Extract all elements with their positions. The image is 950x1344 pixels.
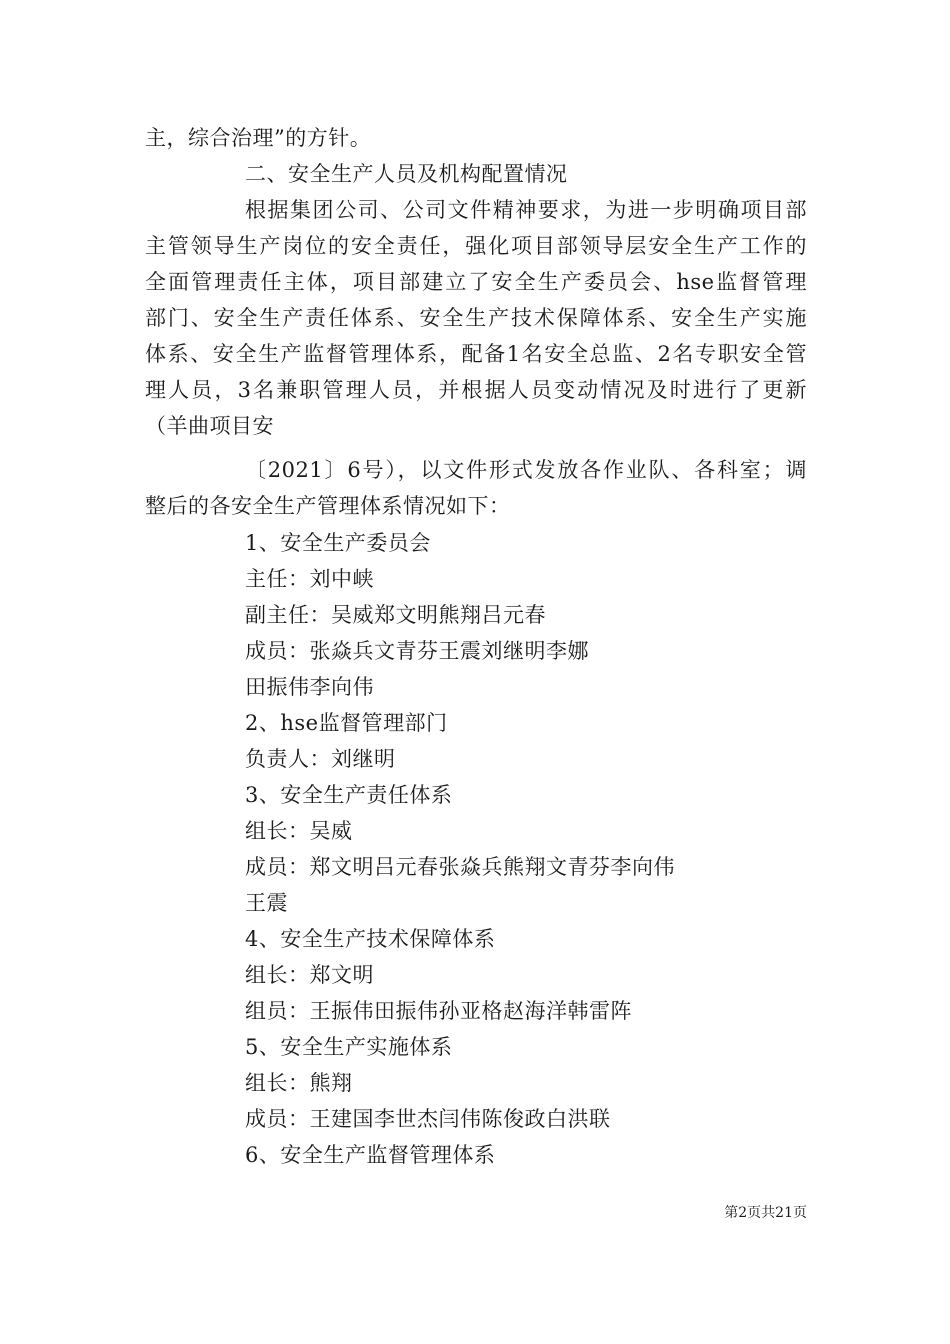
list-item: 成员：王建国李世杰闫伟陈俊政白洪联 [245,1107,611,1131]
list-heading: 5、安全生产实施体系 [245,1035,453,1059]
paragraph-line: （羊曲项目安 [145,414,274,438]
list-item: 成员：郑文明吕元春张焱兵熊翔文青芬李向伟 [245,855,675,879]
list-item: 负责人：刘继明 [245,747,396,771]
paragraph-line: 根据集团公司、公司文件精神要求，为进一步明确项目部 [245,198,807,222]
list-heading: 2、hse监督管理部门 [245,711,448,735]
paragraph-line: 理人员，3名兼职管理人员，并根据人员变动情况及时进行了更新 [145,378,807,402]
list-item: 组员：王振伟田振伟孙亚格赵海洋韩雷阵 [245,999,632,1023]
list-item: 田振伟李向伟 [245,675,374,699]
paragraph-line: 整后的各安全生产管理体系情况如下： [145,494,511,518]
paragraph-line: 〔2021〕6号），以文件形式发放各作业队、各科室；调 [245,458,807,482]
section-heading: 二、安全生产人员及机构配置情况 [245,162,568,186]
list-heading: 3、安全生产责任体系 [245,783,453,807]
paragraph-line: 主管领导生产岗位的安全责任，强化项目部领导层安全生产工作的 [145,234,807,258]
list-item: 成员：张焱兵文青芬王震刘继明李娜 [245,639,589,663]
list-item: 王震 [245,891,288,915]
paragraph-line: 主，综合治理”的方针。 [145,126,372,150]
list-item: 副主任：吴威郑文明熊翔吕元春 [245,603,546,627]
paragraph-line: 全面管理责任主体，项目部建立了安全生产委员会、hse监督管理 [145,270,807,294]
list-heading: 4、安全生产技术保障体系 [245,927,496,951]
list-item: 组长：吴威 [245,819,353,843]
page-number: 第2页共21页 [724,1205,807,1221]
list-heading: 6、安全生产监督管理体系 [245,1143,496,1167]
paragraph-line: 部门、安全生产责任体系、安全生产技术保障体系、安全生产实施 [145,306,807,330]
list-heading: 1、安全生产委员会 [245,531,431,555]
list-item: 主任：刘中峡 [245,567,374,591]
paragraph-line: 体系、安全生产监督管理体系，配备1名安全总监、2名专职安全管 [145,342,807,366]
list-item: 组长：熊翔 [245,1071,353,1095]
list-item: 组长：郑文明 [245,963,374,987]
